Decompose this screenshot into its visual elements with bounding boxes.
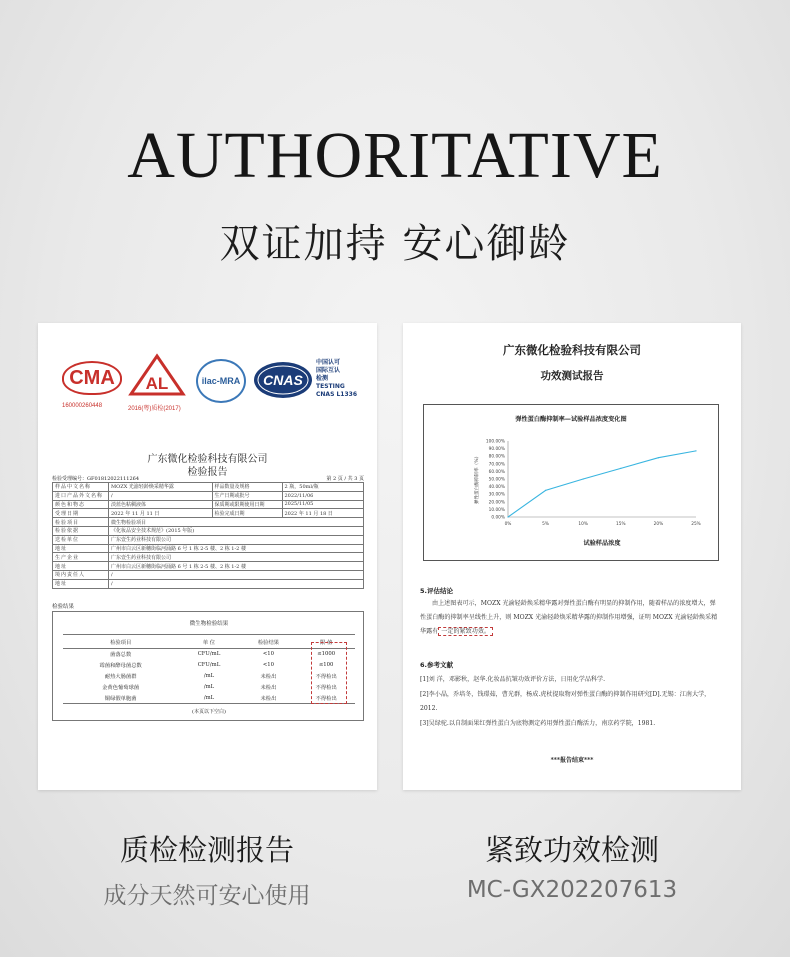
- results-cell: 不得检出: [297, 693, 355, 704]
- report-title: 检验报告: [187, 467, 228, 478]
- info-row: [53, 535, 364, 544]
- y-tick-label: 100.00%: [485, 439, 505, 445]
- limit-highlight-box: [311, 642, 347, 704]
- info-label: 保质期或限期使用日期: [212, 500, 282, 509]
- info-label: 检验依据: [53, 526, 109, 535]
- cal-logo-icon: [128, 353, 186, 397]
- x-tick-label: 5%: [542, 522, 550, 527]
- data-point: [545, 490, 546, 491]
- results-header-cell: 限 值: [297, 635, 355, 649]
- section6-title: 6.参考文献: [420, 661, 453, 669]
- y-axis-label: 弹性蛋白酶抑制率（%）: [475, 453, 480, 505]
- info-row: [53, 500, 364, 509]
- info-label: 样品数量及规格: [212, 483, 282, 492]
- y-tick-label: 40.00%: [488, 485, 505, 491]
- info-row: [53, 562, 364, 571]
- info-row: [53, 570, 364, 579]
- data-point: [620, 468, 621, 469]
- y-tick-label: 60.00%: [488, 469, 505, 475]
- info-value: /: [109, 570, 364, 579]
- y-tick-label: 20.00%: [488, 500, 505, 506]
- report-end-note: ***报告结束***: [550, 757, 594, 764]
- efficacy-report-title: 功效测试报告: [540, 370, 604, 382]
- company-name: 广东微化检验科技有限公司: [147, 454, 268, 465]
- results-cell: /mL: [203, 673, 215, 679]
- info-label: 境内责任人: [53, 570, 109, 579]
- info-label: 受理日期: [53, 509, 109, 518]
- reference-item: [3]吴绿驼.以自制面果红弹性蛋白为底物测定药用弹性蛋白酶活力，南京药学院，1981.: [420, 719, 656, 727]
- info-row: [53, 491, 364, 500]
- chart-title: 弹性蛋白酶抑制率—试验样品浓度变化图: [515, 416, 627, 423]
- reference-item: [1]刘 洋，邓影秋，赵华.化妆品抗皱功效评价方法，日用化学品科学.: [420, 676, 606, 683]
- info-value: 2022 年 11 月 11 日: [109, 509, 213, 518]
- info-value: 2022/11/06: [282, 491, 364, 500]
- x-tick-label: 15%: [616, 522, 626, 527]
- x-tick-label: 10%: [578, 522, 588, 527]
- x-axis-label: 试验样品浓度: [583, 540, 621, 547]
- results-cell: 耐热大肠菌群: [104, 674, 137, 680]
- info-label: 进口产品外文名称: [53, 491, 109, 500]
- certification-logos: [62, 353, 362, 433]
- series-line: [508, 451, 696, 517]
- data-point: [695, 450, 696, 451]
- cma-logo-icon: CMA: [62, 361, 122, 395]
- results-cell: CFU/mL: [197, 662, 221, 668]
- conclusion-highlight: 一定的紧致功效。: [438, 627, 493, 636]
- results-cell: /mL: [203, 684, 215, 690]
- info-value: 《化妆品安全技术规范》(2015 年版): [109, 526, 364, 535]
- info-label: 检验项目: [53, 518, 109, 527]
- left-caption-title: 质检检测报告: [119, 833, 294, 867]
- info-row: [53, 509, 364, 518]
- data-point: [507, 516, 508, 517]
- results-cell: <10: [262, 651, 275, 658]
- results-cell: ≤100: [318, 662, 334, 668]
- info-label: 地址: [53, 544, 109, 553]
- info-value: 广东壹生药业科技有限公司: [109, 553, 364, 562]
- y-tick-label: 10.00%: [488, 507, 505, 513]
- cnas-label: 中国认可 国际互认 检测 TESTING CNAS L1336: [316, 359, 358, 398]
- info-value: /: [109, 579, 364, 588]
- cma-number: 160000260448: [62, 403, 103, 409]
- sample-info-table: [52, 482, 364, 589]
- results-cell: 未检出: [240, 693, 298, 704]
- results-label: 检验结果: [52, 604, 75, 610]
- info-label: 送检单位: [53, 535, 109, 544]
- y-tick-label: 50.00%: [488, 477, 505, 483]
- results-cell: CFU/mL: [197, 651, 221, 658]
- results-cell: 未检出: [260, 674, 277, 680]
- results-cell: 菌落总数: [110, 652, 132, 659]
- info-label: 生产日期或批号: [212, 491, 282, 500]
- cal-number: 2016(粤)质检(2017): [128, 406, 181, 412]
- quality-report-card: [38, 323, 377, 790]
- info-label: 样品中文名称: [53, 483, 109, 492]
- info-row: [53, 579, 364, 588]
- info-row: [53, 483, 364, 492]
- y-tick-label: 80.00%: [488, 454, 505, 460]
- reference-item: [2]李小晶，乔培冬，钱璟茹，曹光群，杨成.虎杖提取物对弹性蛋白酶的抑制作用研究[D].无锡：江南大学，2012.: [420, 690, 711, 712]
- cnas-logo-icon: [252, 359, 314, 401]
- right-caption-title: 紧致功效检测: [484, 833, 659, 867]
- info-label: 生产企业: [53, 553, 109, 562]
- info-value: MOZX 光渝轻龄焕采精华露: [109, 483, 213, 492]
- results-header-cell: 检验结果: [240, 635, 298, 649]
- info-label: 地址: [53, 579, 109, 588]
- info-value: 2025/11/05: [282, 500, 364, 509]
- results-caption: 微生物检验结果: [189, 621, 229, 627]
- ilac-mra-logo-icon: ilac-MRA: [196, 359, 246, 403]
- x-tick-label: 25%: [691, 522, 701, 527]
- x-tick-label: 20%: [653, 522, 664, 527]
- efficacy-company-name: 广东微化检验科技有限公司: [503, 343, 641, 357]
- results-cell: ≤1000: [317, 651, 336, 658]
- section5-text: 由上述图表可示，MOZX 光渝轻龄焕采精华露对弹性蛋白酶有明显的抑制作用，随着样品的浓度增大，弹性蛋白酶的抑制率呈线性上升，则 MOZX 光渝轻龄焕采精华露的抑制作用增强，证明 MOZX 光渝轻龄焕采精华露有 一定的紧致功效。: [420, 600, 718, 635]
- hero-title: AUTHORITATIVE: [127, 119, 663, 192]
- info-value: 淡蓝色粘稠液体: [109, 500, 213, 509]
- info-label: 颜色和物态: [53, 500, 109, 509]
- report-meta: [52, 475, 364, 482]
- results-cell: 霉菌和酵母菌总数: [99, 663, 142, 669]
- y-tick-label: 0.00%: [491, 515, 505, 521]
- results-box: [52, 611, 364, 721]
- end-note: (本页以下空白): [192, 709, 226, 715]
- info-row: [53, 526, 364, 535]
- results-cell: <10: [262, 662, 275, 668]
- y-tick-label: 90.00%: [488, 447, 505, 453]
- info-value: 2 瓶，50ml/瓶: [282, 483, 364, 492]
- inhibition-chart: [423, 404, 719, 561]
- data-point: [658, 457, 659, 458]
- report-number: 检验受理编号：GF01812022111264: [52, 476, 140, 482]
- hero-subtitle: 双证加持 安心御龄: [219, 221, 571, 267]
- info-row: [53, 544, 364, 553]
- results-cell: 金黄色葡萄球菌: [102, 685, 140, 691]
- results-cell: 未检出: [260, 685, 277, 691]
- results-header-cell: 检验项目: [63, 635, 178, 649]
- y-tick-label: 30.00%: [488, 492, 505, 498]
- left-caption-subtitle: 成分天然可安心使用: [103, 883, 311, 909]
- info-label: 检验完成日期: [212, 509, 282, 518]
- svg-text:AL: AL: [145, 374, 169, 393]
- data-point: [583, 478, 584, 479]
- x-tick-label: 0%: [504, 522, 512, 527]
- info-value: /: [109, 491, 213, 500]
- efficacy-report-card: [403, 323, 741, 790]
- info-value: 广州市白云区新穗街临河涌路 6 号 1 栋 2-5 楼、2 栋 1-2 楼: [109, 544, 364, 553]
- info-value: 微生物检验项目: [109, 518, 364, 527]
- results-cell: 不得检出: [315, 685, 337, 691]
- right-caption-subtitle: MC-GX202207613: [466, 877, 678, 903]
- cnas-logo-text: CNAS: [263, 372, 303, 388]
- section5-title: 5.评估结论: [420, 587, 453, 595]
- info-label: 地址: [53, 562, 109, 571]
- results-cell: 不得检出: [315, 674, 337, 680]
- results-header-cell: 单 位: [178, 635, 239, 649]
- page-number: 第 2 页 / 共 3 页: [326, 476, 364, 482]
- references-list: [420, 673, 724, 731]
- results-cell: /mL: [178, 693, 239, 704]
- info-value: 广州市白云区新穗街临河涌路 6 号 1 栋 2-5 楼、2 栋 1-2 楼: [109, 562, 364, 571]
- chart-svg: [424, 405, 718, 560]
- y-tick-label: 70.00%: [488, 462, 505, 468]
- info-value: 广东壹生药业科技有限公司: [109, 535, 364, 544]
- info-value: 2022 年 11 月 18 日: [282, 509, 364, 518]
- results-cell: 铜绿假单胞菌: [63, 693, 178, 704]
- info-row: [53, 553, 364, 562]
- info-row: [53, 518, 364, 527]
